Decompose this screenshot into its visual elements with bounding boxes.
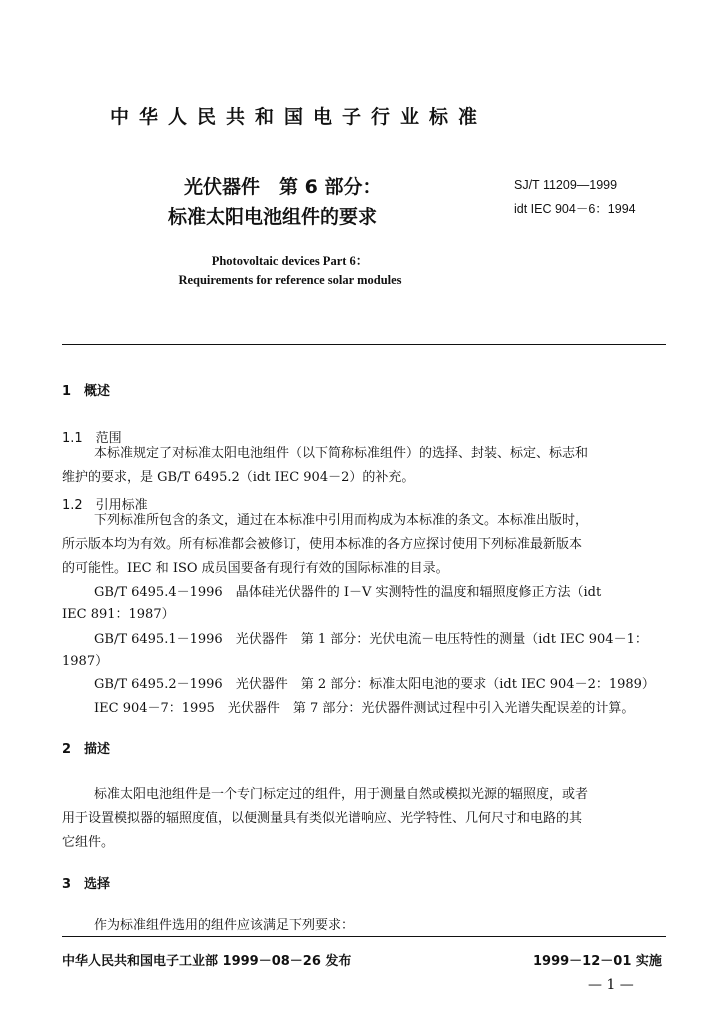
english-title-line2: Requirements for reference solar modules: [178, 273, 402, 287]
equivalent-standard: idt IEC 904－6：1994: [514, 202, 636, 216]
document-title-line1: 光伏器件 第 6 部分：: [184, 176, 382, 198]
paragraph-line: 作为标准组件选用的组件应该满足下列要求：: [94, 918, 355, 933]
section-1-1-heading: 1.1 范围: [62, 431, 122, 446]
section-3-heading: 3 选择: [62, 877, 111, 892]
paragraph-line: 用于设置模拟器的辐照度值，以便测量具有类似光谱响应、光学特性、几何尺寸和电路的其: [62, 811, 583, 826]
reference-item: GB/T 6495.1－1996 光伏器件 第 1 部分：光伏电流－电压特性的测量（idt IEC 904－1：: [94, 632, 648, 647]
section-2-heading: 2 描述: [62, 742, 111, 757]
section-1-heading: 1 概述: [62, 384, 111, 399]
paragraph-line: 标准太阳电池组件是一个专门标定过的组件，用于测量自然或模拟光源的辐照度，或者: [94, 787, 589, 802]
reference-item-cont: 1987）: [62, 654, 109, 669]
reference-item: GB/T 6495.2－1996 光伏器件 第 2 部分：标准太阳电池的要求（idt IEC 904－2：1989）: [94, 677, 655, 692]
document-title-line2: 标准太阳电池组件的要求: [168, 206, 378, 228]
implementation-date: 1999－12－01 实施: [533, 954, 662, 969]
standard-code: SJ/T 11209—1999: [514, 178, 618, 192]
paragraph-line: 本标准规定了对标准太阳电池组件（以下简称标准组件）的选择、封装、标定、标志和: [94, 446, 589, 461]
paragraph-line: 它组件。: [62, 835, 115, 850]
section-1-2-heading: 1.2 引用标准: [62, 498, 148, 513]
paragraph-line: 维护的要求，是 GB/T 6495.2（idt IEC 904－2）的补充。: [62, 470, 415, 485]
page-number: — 1 —: [588, 977, 634, 993]
english-title-line1: Photovoltaic devices Part 6：: [211, 254, 369, 268]
reference-item: IEC 904－7：1995 光伏器件 第 7 部分：光伏器件测试过程中引入光谱失配误差的计算。: [94, 701, 635, 716]
paragraph-line: 下列标准所包含的条文，通过在本标准中引用而构成为本标准的条文。本标准出版时，: [94, 513, 589, 528]
title-divider: [62, 344, 666, 345]
paragraph-line: 的可能性。IEC 和 ISO 成员国要备有现行有效的国际标准的目录。: [62, 561, 449, 576]
paragraph-line: 所示版本均为有效。所有标准都会被修订，使用本标准的各方应探讨使用下列标准最新版本: [62, 537, 583, 552]
issue-date: 中华人民共和国电子工业部 1999－08－26 发布: [62, 954, 352, 969]
footer-divider: [62, 936, 666, 937]
reference-item: GB/T 6495.4－1996 晶体硅光伏器件的 I－V 实测特性的温度和辐照度修正方法（idt: [94, 585, 602, 600]
standard-header: 中华人民共和国电子行业标准: [110, 106, 488, 128]
reference-item-cont: IEC 891：1987）: [62, 607, 175, 622]
